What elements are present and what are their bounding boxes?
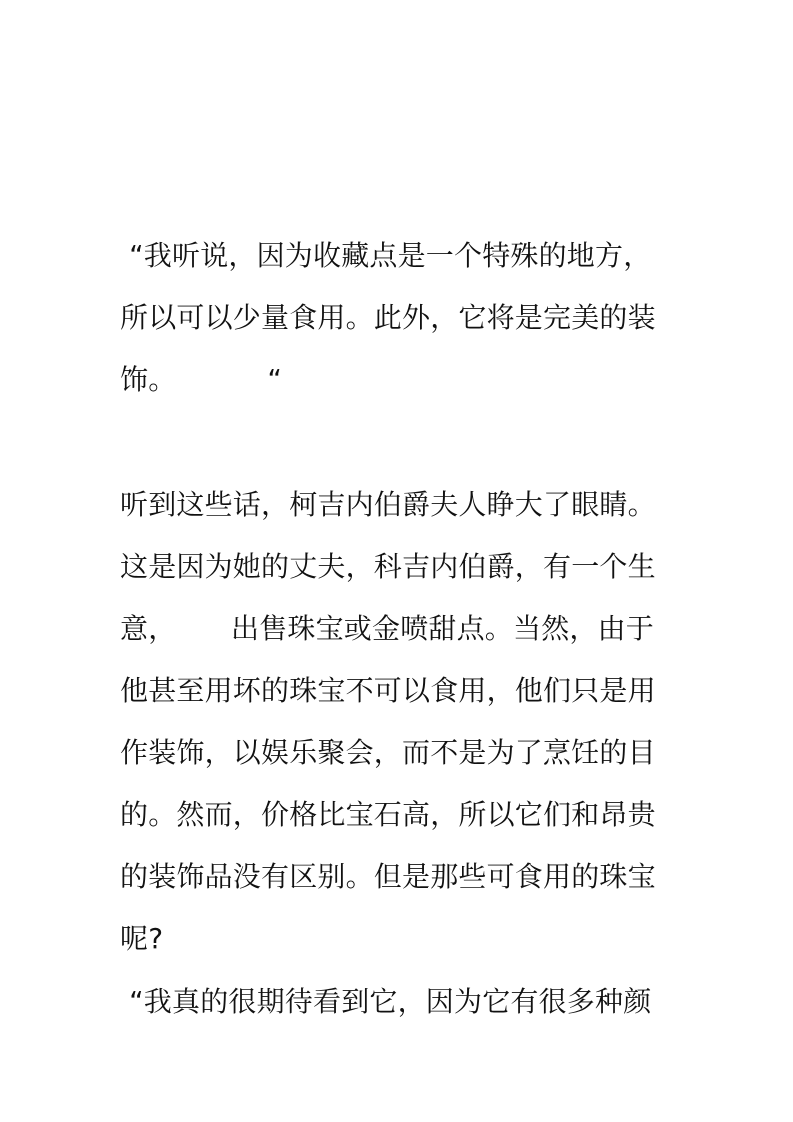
text-line: 作装饰，以娱乐聚会，而不是为了烹饪的目 (120, 736, 656, 769)
text-line: 的装饰品没有区别。但是那些可食用的珠宝 (120, 860, 656, 893)
text-line: 饰。 “ (120, 363, 283, 396)
text-line: 这是因为她的丈夫，科吉内伯爵，有一个生 (120, 550, 656, 583)
text-line: 听到这些话，柯吉内伯爵夫人睁大了眼睛。 (120, 488, 656, 521)
text-line: 他甚至用坏的珠宝不可以食用，他们只是用 (120, 674, 656, 707)
text-line: 意， 出售珠宝或金喷甜点。当然，由于 (120, 612, 655, 645)
text-line: “我听说，因为收藏点是一个特殊的地方， (120, 239, 652, 272)
text-line: 呢? (120, 922, 164, 955)
text-line: “我真的很期待看到它，因为它有很多种颜 (120, 985, 652, 1018)
text-line: 所以可以少量食用。此外，它将是完美的装 (120, 301, 656, 334)
text-line: 的。然而，价格比宝石高，所以它们和昂贵 (120, 798, 656, 831)
